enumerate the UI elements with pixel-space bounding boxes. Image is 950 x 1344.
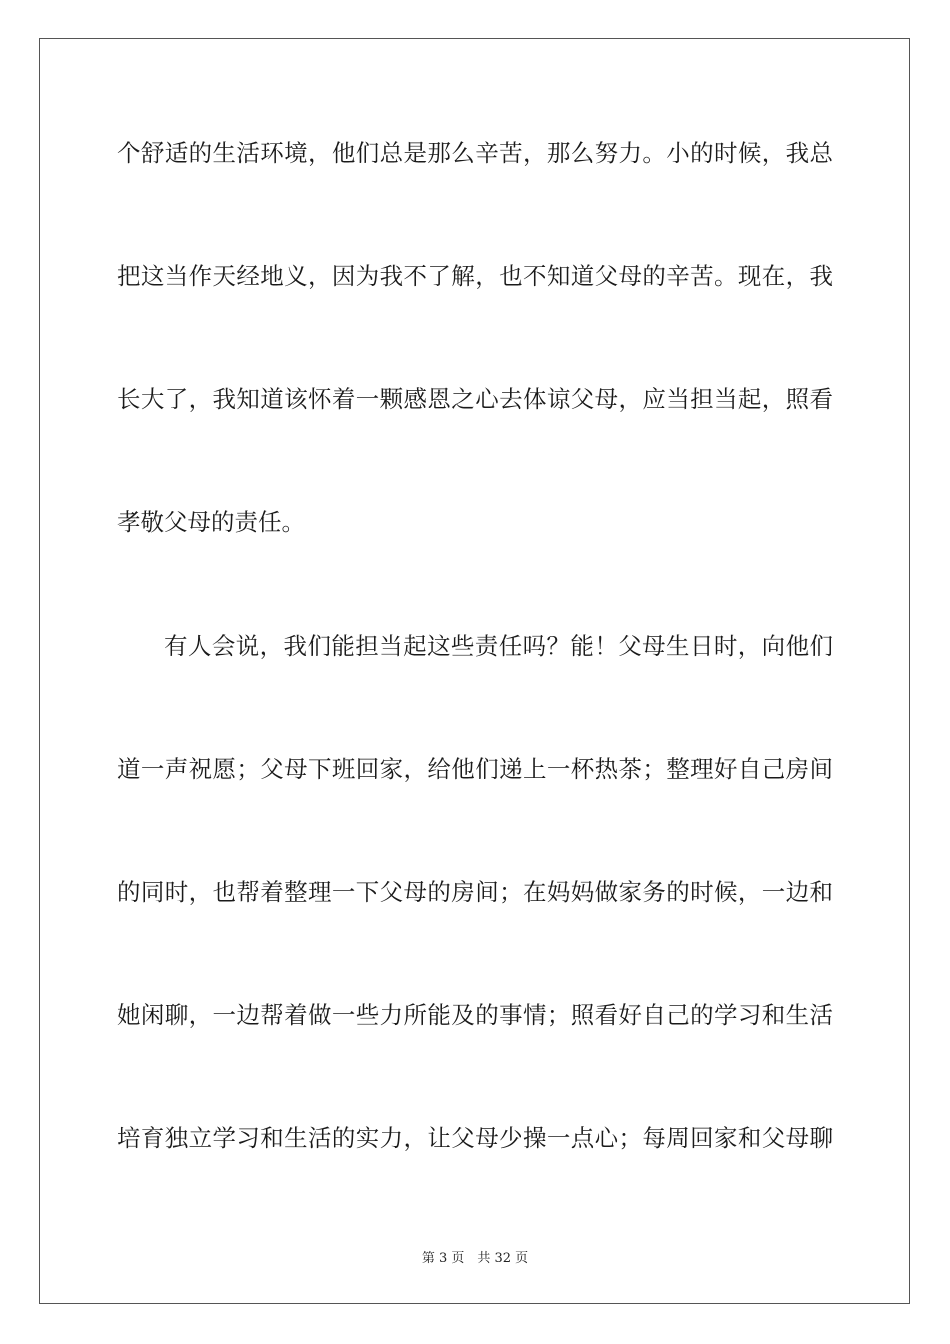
paragraph-line: 道一声祝愿；父母下班回家，给他们递上一杯热茶；整理好自己房间 xyxy=(117,755,833,783)
paragraph-line: 个舒适的生活环境，他们总是那么辛苦，那么努力。小的时候，我总 xyxy=(117,139,833,167)
page-number-footer: 第 3 页 共 32 页 xyxy=(421,1251,529,1266)
paragraph-line: 培育独立学习和生活的实力，让父母少操一点心；每周回家和父母聊 xyxy=(117,1124,833,1152)
paragraph-line: 长大了，我知道该怀着一颗感恩之心去体谅父母，应当担当起，照看 xyxy=(117,385,833,413)
paragraph-line: 的同时，也帮着整理一下父母的房间；在妈妈做家务的时候，一边和 xyxy=(117,878,833,906)
paragraph-line: 孝敬父母的责任。 xyxy=(117,508,305,536)
page-border xyxy=(39,38,910,1304)
paragraph-line: 她闲聊，一边帮着做一些力所能及的事情；照看好自己的学习和生活 xyxy=(117,1001,833,1029)
paragraph-line: 把这当作天经地义，因为我不了解，也不知道父母的辛苦。现在，我 xyxy=(117,262,833,290)
paragraph-line: 有人会说，我们能担当起这些责任吗？能！父母生日时，向他们 xyxy=(164,632,833,660)
